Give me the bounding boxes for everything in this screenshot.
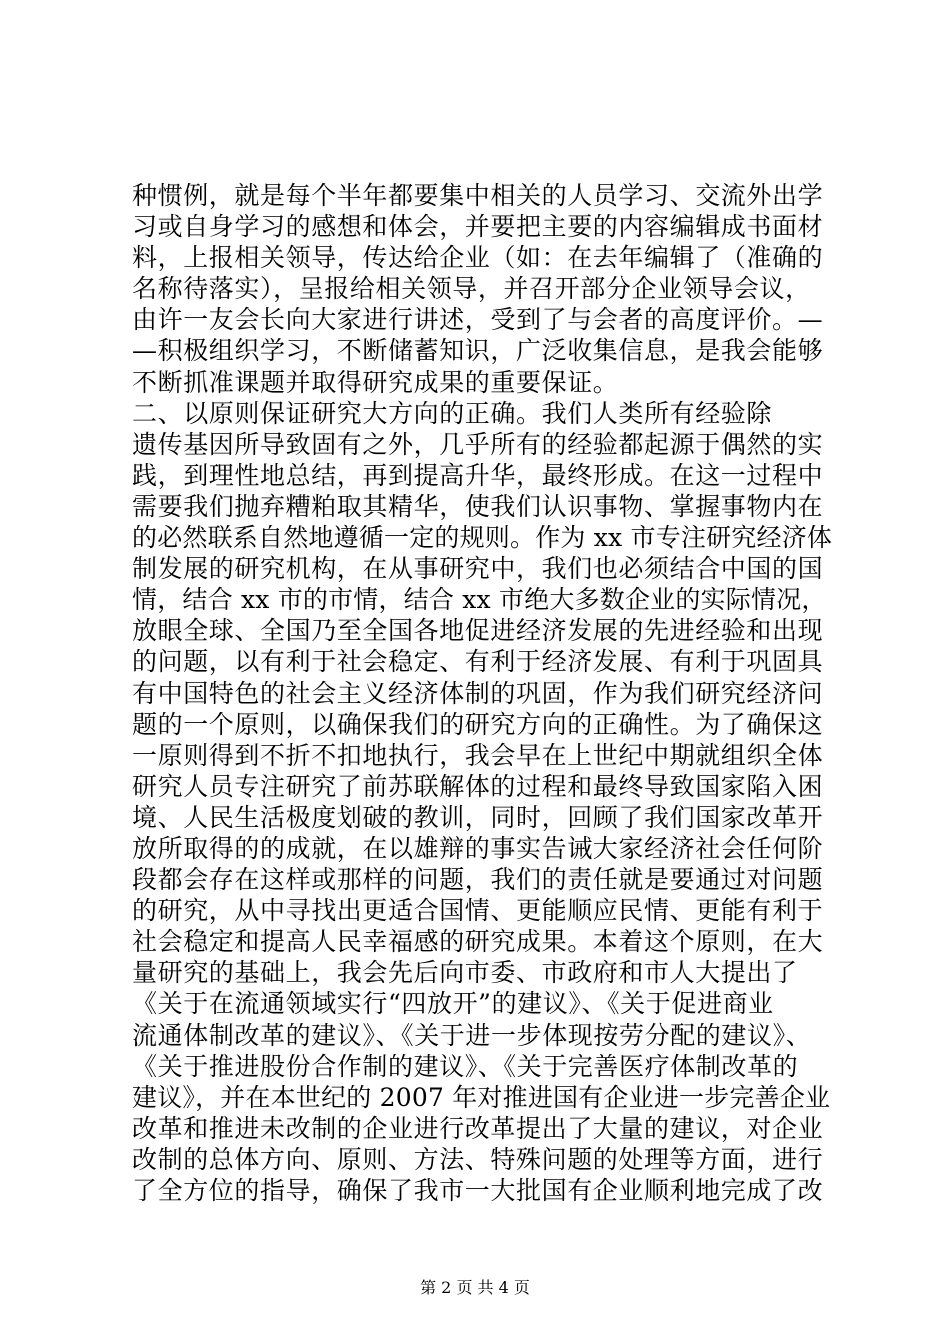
text-line: 由许一友会长向大家进行讲述，受到了与会者的高度评价。— — [132, 305, 824, 335]
text-line: 料，上报相关领导，传达给企业（如：在去年编辑了（准确的 — [132, 243, 824, 273]
text-line: 名称待落实），呈报给相关领导，并召开部分企业领导会议， — [132, 274, 811, 304]
text-line: 的必然联系自然地遵循一定的规则。作为 xx 市专注研究经济体 — [132, 523, 833, 553]
text-line: 二、以原则保证研究大方向的正确。我们人类所有经验除 — [132, 398, 773, 428]
body-text — [132, 180, 832, 1206]
text-line: 改制的总体方向、原则、方法、特殊问题的处理等方面，进行 — [132, 1144, 824, 1174]
text-line: 《关于推进股份合作制的建议》、《关于完善医疗体制改革的 — [132, 1051, 799, 1081]
page-footer: 第 2 页 共 4 页 — [420, 1278, 530, 1297]
text-line: 境、人民生活极度划破的教训，同时，回顾了我们国家改革开 — [132, 802, 824, 832]
text-line: 了全方位的指导，确保了我市一大批国有企业顺利地完成了改 — [132, 1176, 824, 1205]
text-line: 放眼全球、全国乃至全国各地促进经济发展的先进经验和出现 — [132, 616, 824, 646]
text-line: —积极组织学习，不断储蓄知识，广泛收集信息，是我会能够 — [132, 336, 824, 366]
text-line: 一原则得到不折不扣地执行，我会早在上世纪中期就组织全体 — [132, 740, 824, 770]
text-line: 遗传基因所导致固有之外，几乎所有的经验都起源于偶然的实 — [132, 429, 824, 459]
text-line: 制发展的研究机构，在从事研究中，我们也必须结合中国的国 — [132, 554, 824, 584]
text-line: 习或自身学习的感想和体会，并要把主要的内容编辑成书面材 — [132, 212, 824, 242]
text-line: 流通体制改革的建议》、《关于进一步体现按劳分配的建议》、 — [132, 1020, 812, 1050]
text-line: 有中国特色的社会主义经济体制的巩固，作为我们研究经济问 — [132, 678, 824, 708]
text-line: 段都会存在这样或那样的问题，我们的责任就是要通过对问题 — [132, 865, 824, 895]
text-line: 量研究的基础上，我会先后向市委、市政府和市人大提出了 — [132, 958, 798, 988]
text-line: 不断抓准课题并取得研究成果的重要保证。 — [132, 367, 619, 397]
text-line: 需要我们抛弃糟粕取其精华，使我们认识事物、掌握事物内在 — [132, 491, 824, 521]
text-line: 题的一个原则，以确保我们的研究方向的正确性。为了确保这 — [132, 709, 824, 739]
text-line: 研究人员专注研究了前苏联解体的过程和最终导致国家陷入困 — [132, 771, 824, 801]
text-line: 改革和推进未改制的企业进行改革提出了大量的建议，对企业 — [132, 1113, 824, 1143]
text-line: 放所取得的的成就，在以雄辩的事实告诫大家经济社会任何阶 — [132, 833, 824, 863]
text-line: 的研究，从中寻找出更适合国情、更能顺应民情、更能有利于 — [132, 896, 824, 926]
text-line: 《关于在流通领域实行“四放开”的建议》、《关于促进商业 — [132, 989, 774, 1019]
text-line: 情，结合 xx 市的市情，结合 xx 市绝大多数企业的实际情况， — [132, 585, 827, 615]
text-line: 践，到理性地总结，再到提高升华，最终形成。在这一过程中 — [132, 460, 824, 490]
text-line: 社会稳定和提高人民幸福感的研究成果。本着这个原则，在大 — [132, 927, 824, 957]
text-line: 种惯例，就是每个半年都要集中相关的人员学习、交流外出学 — [132, 181, 824, 210]
text-line: 的问题，以有利于社会稳定、有利于经济发展、有利于巩固具 — [132, 647, 824, 677]
text-line: 建议》，并在本世纪的 2007 年对推进国有企业进一步完善企业 — [132, 1082, 831, 1112]
